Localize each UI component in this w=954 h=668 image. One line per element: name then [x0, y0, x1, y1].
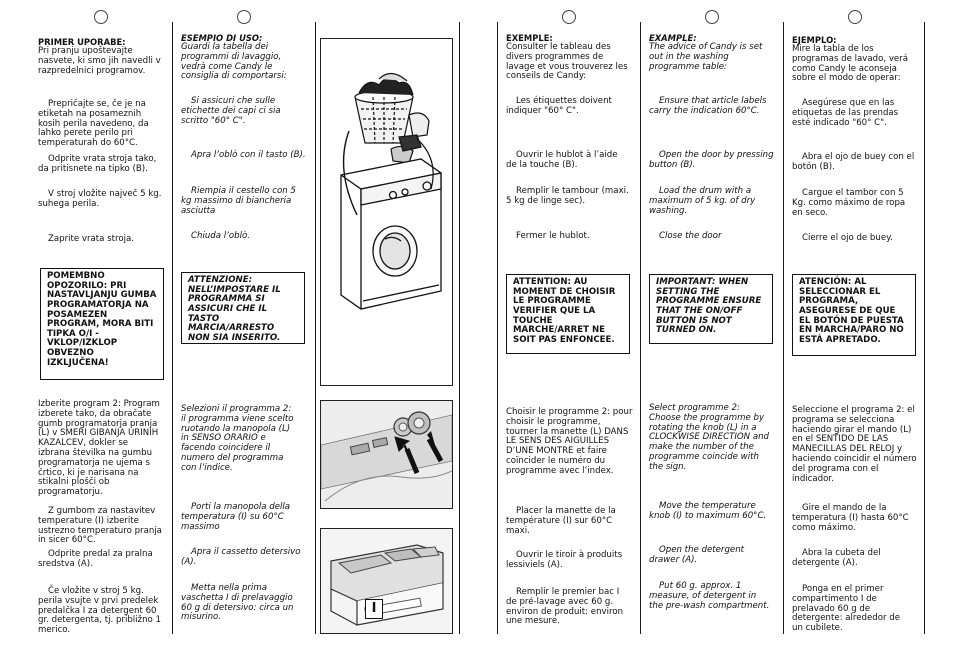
step-add-detergent: Remplir le premier bac I de pré-lavage avec 60 g. environ de produit: environ une mesure. — [506, 587, 624, 627]
example-heading: ESEMPIO DI USO: — [181, 33, 263, 43]
step-label-check: Asegúrese que en las etiquetas de las prendas esté indicado "60° C". — [792, 98, 899, 128]
selector-knob-drawing — [321, 401, 452, 508]
intro-text: Consulter le tableau des divers programmes de lavage et vous trouverez les conseils de Candy: — [506, 42, 628, 82]
column-english — [649, 0, 777, 668]
detergent-drawer-drawing — [321, 529, 452, 633]
intro-text: Mire la tabla de los programas de lavado, verá como Candy le aconseja sobre el modo de operar: — [792, 44, 908, 84]
step-open-door: Ouvrir le hublot à l’aide de la touche (B). — [506, 150, 618, 170]
step-open-door: Odprite vrata stroja tako, da pritisnete na tipko (B). — [38, 154, 157, 174]
example-heading: EJEMPLO: — [792, 35, 837, 45]
step-set-temperature: Gire el mando de la temperatura (I) hasta 60°C como máximo. — [792, 503, 909, 533]
detergent-drawer-photo — [320, 528, 453, 634]
step-close-door: Zaprite vrata stroja. — [48, 234, 135, 244]
step-open-drawer: Open the detergent drawer (A). — [649, 545, 745, 565]
column-divider — [497, 22, 498, 634]
step-select-programme: Izberite program 2: Program izberete tako, da obračate gumb programatorja pranja (L) v SMERI GIBANJA URINIH KAZALCEV, dokler se izbrana številka na gumbu programatorja ne ujema s črtico, ki je narisana na stikalni plošči ob programatorju. — [38, 399, 160, 498]
column-italian — [181, 0, 309, 668]
step-open-door: Abra el ojo de buey con el botón (B). — [792, 152, 915, 172]
page-marker — [848, 10, 862, 24]
step-load-drum: Load the drum with a maximum of 5 kg. of dry washing. — [649, 186, 756, 216]
step-set-temperature: Porti la manopola della temperatura (I) su 60°C massimo — [181, 502, 291, 532]
column-divider — [315, 22, 316, 634]
step-set-temperature: Placer la manette de la température (I) sur 60°C maxi. — [506, 506, 616, 536]
example-heading: PRIMER UPORABE: — [38, 37, 126, 47]
warning-box: ATTENTION: AU MOMENT DE CHOISIR LE PROGRAMME VERIFIER QUE LA TOUCHE MARCHE/ARRET NE SOIT PAS ENFONCEE. — [506, 274, 630, 354]
control-knobs-photo — [320, 400, 453, 509]
step-close-door: Fermer le hublot. — [516, 231, 590, 241]
step-open-door: Apra l’oblò con il tasto (B). — [191, 150, 306, 160]
column-divider — [783, 22, 784, 634]
column-divider — [640, 22, 641, 634]
step-add-detergent: Če vložite v stroj 5 kg. perila vsujte v prvi predelek predalčka I za detergent 60 gr. detergenta, tj. približno 1 merico. — [38, 586, 161, 636]
step-add-detergent: Ponga en el primer compartimento I de prelavado 60 g de detergente: alrededor de un cubilete. — [792, 584, 901, 634]
step-select-programme: Choisir le programme 2: pour choisir le programme, tourner la manette (L) DANS LE SENS DES AIGUILLES D’UNE MONTRE et faire coïncider le numéro du programme avec l’index. — [506, 407, 633, 476]
intro-text: The advice of Candy is set out in the washing programme table: — [649, 42, 763, 72]
step-open-drawer: Apra il cassetto detersivo (A). — [181, 547, 301, 567]
step-open-drawer: Odprite predal za pralna sredstva (A). — [38, 549, 153, 569]
step-open-door: Open the door by pressing button (B). — [649, 150, 774, 170]
warning-box: ATTENZIONE: NELL’IMPOSTARE IL PROGRAMMA SI ASSICURI CHE IL TASTO MARCIA/ARRESTO NON SIA INSERITO. — [181, 272, 305, 344]
page-marker — [237, 10, 251, 24]
column-divider — [172, 22, 173, 634]
step-label-check: Prepričajte se, če je na etiketah na posameznih kosih perila navedeno, da lahko perete perilo pri temperaturah do 60°C. — [38, 99, 149, 149]
warning-box: IMPORTANT: WHEN SETTING THE PROGRAMME ENSURE THAT THE ON/OFF BUTTON IS NOT TURNED ON. — [649, 274, 773, 344]
step-select-programme: Select programme 2: Choose the programme by rotating the knob (L) in a CLOCKWISE DIRECTION and make the number of the programme coincide with the sign. — [649, 403, 770, 472]
step-add-detergent: Metta nella prima vaschetta I di prelavaggio 60 g di detersivo: circa un misurino. — [181, 583, 294, 623]
step-load-drum: Riempia il cestello con 5 kg massimo di biancheria asciutta — [181, 186, 296, 216]
column-spanish — [792, 0, 920, 668]
step-load-drum: V stroj vložite največ 5 kg. suhega perila. — [38, 189, 162, 209]
page-marker — [562, 10, 576, 24]
column-french — [506, 0, 634, 668]
step-load-drum: Remplir le tambour (maxi. 5 kg de linge sec). — [506, 186, 629, 206]
washing-machine-load-drawing — [321, 39, 452, 385]
drawer-compartment-label: I — [365, 599, 383, 619]
step-label-check: Les étiquettes doivent indiquer "60° C". — [506, 96, 612, 116]
loading-illustration — [320, 38, 453, 386]
example-heading: EXAMPLE: — [649, 33, 697, 43]
step-select-programme: Selezioni il programma 2: il programma viene scelto ruotando la manopola (L) in SENSO ORARIO e facendo coincidere il numero del programma con l’indice. — [181, 404, 294, 473]
intro-text: Guardi la tabella dei programmi di lavaggio, vedrà come Candy le consiglia di comportarsi: — [181, 42, 287, 82]
warning-box: ATENCIÓN: AL SELECCIONAR EL PROGRAMA, ASEGURESE DE QUE EL BOTÓN DE PUESTA EN MARCHA/PARO NO ESTÁ APRETADO. — [792, 274, 916, 356]
column-divider — [459, 22, 460, 634]
step-set-temperature: Z gumbom za nastavitev temperature (I) izberite ustrezno temperaturo pranja in sicer 60°C. — [38, 506, 162, 546]
step-close-door: Chiuda l’oblò. — [191, 231, 250, 241]
column-slovenian — [38, 0, 166, 668]
step-close-door: Close the door — [659, 231, 722, 241]
step-select-programme: Seleccione el programa 2: el programa se selecciona haciendo girar el mando (L) en el SENTIDO DE LAS MANECILLAS DEL RELOJ y haciendo coincidir el número del programa con el indicador. — [792, 405, 917, 484]
column-divider — [924, 22, 925, 634]
example-heading: EXEMPLE: — [506, 33, 553, 43]
warning-box: POMEMBNO OPOZORILO: PRI NASTAVLJANJU GUMBA PROGRAMATORJA NA POSAMEZEN PROGRAM, MORA BITI TIPKA O/I - VKLOP/IZKLOP OBVEZNO IZKLJUČENA! — [40, 268, 164, 380]
step-set-temperature: Move the temperature knob (I) to maximum 60°C. — [649, 501, 767, 521]
page-marker — [705, 10, 719, 24]
step-add-detergent: Put 60 g. approx. 1 measure, of detergent in the pre-wash compartment. — [649, 581, 770, 611]
step-label-check: Si assicuri che sulle etichette dei capi ci sia scritto "60° C". — [181, 96, 281, 126]
page-marker — [94, 10, 108, 24]
step-open-drawer: Abra la cubeta del detergente (A). — [792, 548, 881, 568]
step-close-door: Cierre el ojo de buey. — [802, 233, 893, 243]
step-label-check: Ensure that article labels carry the indication 60°C. — [649, 96, 767, 116]
intro-text: Pri pranju upoštevajte nasvete, ki smo jih navedli v razpredelnici programov. — [38, 46, 161, 76]
step-load-drum: Cargue el tambor con 5 Kg. como máximo de ropa en seco. — [792, 188, 906, 218]
step-open-drawer: Ouvrir le tiroir à produits lessiviels (A). — [506, 550, 623, 570]
